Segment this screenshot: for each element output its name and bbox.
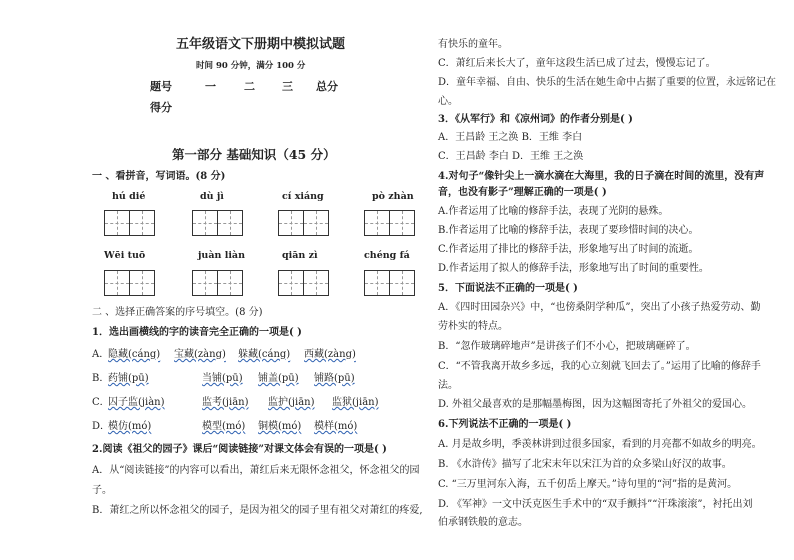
q5-text: 5．下面说法不正确的一项是( ) [438, 283, 578, 294]
q4-text-line1: 4.对句子“像针尖上一滴水滴在大海里，我的日子滴在时间的流里，没有声 [438, 171, 765, 182]
score-table-col-1: 一 [205, 80, 216, 93]
option-d-3: 铜模(mó) [258, 421, 302, 432]
writing-box-6[interactable] [192, 270, 242, 296]
option-d-1: 模仿(mó) [108, 421, 152, 432]
q5-option-b: B．“忽作玻璃碎地声”是讲孩子们不小心，把玻璃砸碎了。 [438, 341, 696, 352]
option-d-2: 模型(mó) [202, 421, 246, 432]
option-d-label: D． [92, 421, 111, 432]
option-b-label: B． [92, 373, 110, 384]
q5-option-c-line2: 法。 [438, 380, 458, 391]
option-c-2: 监考(jiān) [202, 397, 249, 408]
option-a-3: 躲藏(cáng) [238, 349, 291, 360]
option-a-1: 隐藏(cáng) [108, 349, 161, 360]
pinyin-5: Wēi tuō [104, 250, 146, 261]
writing-box-8[interactable] [364, 270, 414, 296]
q4-text-line2: 音，也没有影子”理解正确的一项是( ) [438, 187, 607, 198]
q5-option-d: D. 外祖父最喜欢的是那幅墨梅图，因为这幅图寄托了外祖父的爱国心。 [438, 399, 753, 410]
right-line-3: D．童年幸福、自由、快乐的生活在她生命中占据了重要的位置，永远铭记在 [438, 77, 777, 88]
right-line-4: 心。 [438, 96, 458, 107]
writing-box-5[interactable] [104, 270, 154, 296]
writing-box-7[interactable] [278, 270, 328, 296]
score-table-col-total: 总分 [316, 80, 338, 93]
q6-option-c: C. “三万里河东入海，五千仞岳上摩天。”诗句里的“河”指的是黄河。 [438, 479, 738, 490]
pinyin-8: chéng fá [364, 250, 410, 261]
q4-option-b: B.作者运用了比喻的修辞手法，表现了要珍惜时间的决心。 [438, 225, 699, 236]
exam-title: 五年级语文下册期中模拟试题 [176, 37, 346, 52]
writing-box-3[interactable] [278, 210, 328, 236]
writing-box-2[interactable] [192, 210, 242, 236]
q2-1-text: 1．选出画横线的字的读音完全正确的一项是( ) [92, 327, 302, 338]
score-table-col-3: 三 [282, 80, 293, 93]
q4-option-a: A.作者运用了比喻的修辞手法，表现了光阴的悬殊。 [438, 206, 669, 217]
pinyin-2: dù jì [200, 191, 224, 202]
q2-2-option-b: B．萧红之所以怀念祖父的园子，是因为祖父的园子里有祖父对萧红的疼爱, [92, 505, 423, 516]
option-c-3: 监护(jiān) [268, 397, 315, 408]
pinyin-1: hú dié [112, 191, 146, 202]
q3-options-cd: C．王昌龄 李白 D．王维 王之涣 [438, 151, 584, 162]
q5-option-a-line1: A．《四时田园杂兴》中，“也傍桑阴学种瓜”，突出了小孩子热爱劳动、勤 [438, 302, 761, 313]
pinyin-4: pò zhàn [372, 191, 414, 202]
option-c-label: C． [92, 397, 110, 408]
right-line-1: 有快乐的童年。 [438, 39, 508, 50]
q5-option-c-line1: C．“不管我离开故乡多远，我的心立刻就飞回去了。”运用了比喻的修辞手 [438, 361, 761, 372]
pinyin-3: cí xiáng [282, 191, 324, 202]
score-table-label-number: 题号 [150, 80, 172, 93]
q6-option-d-line2: 伯承钢铁般的意志。 [438, 517, 528, 528]
q2-title: 二 、选择正确答案的序号填空。(8 分) [92, 307, 263, 318]
writing-box-4[interactable] [364, 210, 414, 236]
q3-text: 3．《从军行》和《凉州词》的作者分别是( ) [438, 114, 633, 125]
q4-option-d: D.作者运用了拟人的修辞手法，形象地写出了时间的重要性。 [438, 263, 709, 274]
exam-subtitle: 时间 90 分钟，满分 100 分 [196, 61, 306, 71]
q4-option-c: C.作者运用了排比的修辞手法，形象地写出了时间的流逝。 [438, 244, 699, 255]
score-table-label-score: 得分 [150, 101, 172, 114]
score-table-col-2: 二 [244, 80, 255, 93]
pinyin-7: qiān zì [282, 250, 318, 261]
option-b-2: 当铺(pū) [202, 373, 243, 384]
q3-options-ab: A．王昌龄 王之涣 B．王维 李白 [438, 132, 583, 143]
q2-2-option-a-line1: A．从“阅读链接”的内容可以看出，萧红后来无限怀念祖父，怀念祖父的园 [92, 465, 420, 476]
q6-option-d-line1: D. 《军神》一文中沃克医生手术中的“双手颤抖”“汗珠滚滚”，衬托出刘 [438, 499, 753, 510]
pinyin-6: juàn liàn [198, 250, 245, 261]
q2-2-option-a-line2: 子。 [92, 485, 112, 496]
option-b-3: 铺盖(pū) [258, 373, 299, 384]
option-a-2: 宝藏(zàng) [174, 349, 226, 360]
q6-option-a: A. 月是故乡明，季羡林讲到过很多国家，看到的月亮都不如故乡的明亮。 [438, 439, 762, 450]
part1-title: 第一部分 基础知识（45 分） [172, 147, 336, 162]
right-line-2: C．萧红后来长大了，童年这段生活已成了过去，慢慢忘记了。 [438, 58, 716, 69]
option-d-4: 模样(mó) [314, 421, 358, 432]
q2-2-text: 2.阅读《祖父的园子》课后“阅读链接”对课文体会有误的一项是( ) [92, 444, 387, 455]
q5-option-a-line2: 劳朴实的特点。 [438, 321, 508, 332]
q6-text: 6.下列说法不正确的一项是( ) [438, 419, 572, 430]
option-a-label: A． [92, 349, 110, 360]
option-b-4: 铺路(pū) [314, 373, 355, 384]
q1-title: 一 、看拼音，写词语。(8 分) [92, 171, 226, 182]
option-a-4: 西藏(zàng) [304, 349, 356, 360]
option-c-4: 监狱(jiān) [332, 397, 379, 408]
option-c-1: 囚子监(jiàn) [108, 397, 165, 408]
writing-box-1[interactable] [104, 210, 154, 236]
option-b-1: 药铺(pū) [108, 373, 149, 384]
q6-option-b: B. 《水浒传》描写了北宋末年以宋江为首的众多梁山好汉的故事。 [438, 459, 732, 470]
